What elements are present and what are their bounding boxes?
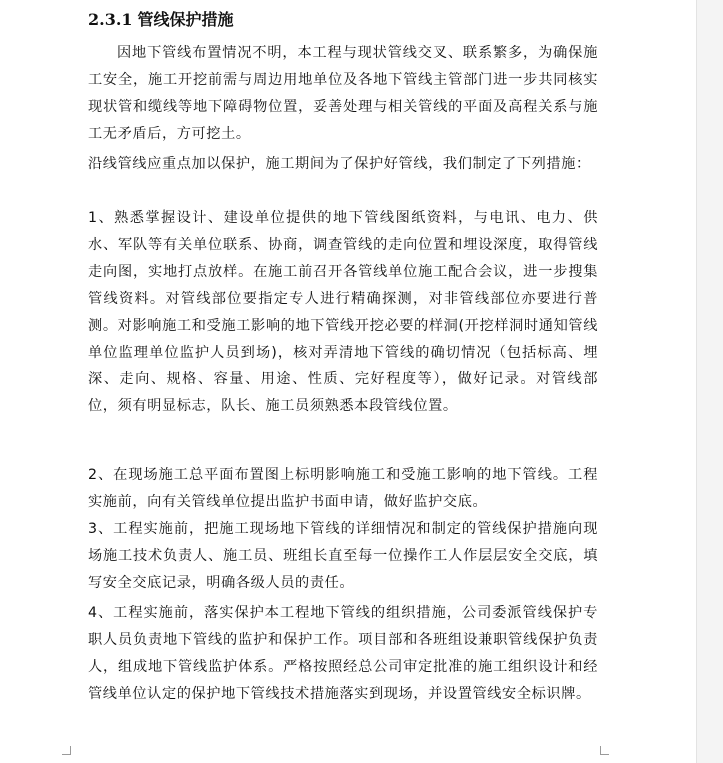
section-title: 管线保护措施 [137,10,234,29]
page-corner-mark-left [62,746,71,755]
page-gutter [696,0,723,763]
paragraph-measure-2: 2、在现场施工总平面布置图上标明影响施工和受施工影响的地下管线。工程实施前，向有关管线单位提出监护书面申请，做好监护交底。 [88,467,598,510]
paragraph-measure-3: 3、工程实施前，把施工现场地下管线的详细情况和制定的管线保护措施向现场施工技术负责人、施工员、班组长直至每一位操作工人作层层安全交底，填写安全交底记录，明确各级人员的责任。 [88,521,598,591]
section-number: 2.3.1 [88,10,133,29]
section-heading [88,8,234,32]
page-corner-mark-right [600,746,609,755]
paragraph-measure-4: 4、工程实施前，落实保护本工程地下管线的组织措施，公司委派管线保护专职人员负责地下管线的监护和保护工作。项目部和各班组设兼职管线保护负责人，组成地下管线监护体系。严格按照经总公司审定批准的施工组织设计和经管线单位认定的保护地下管线技术措施落实到现场，并设置管线安全标识牌。 [88,605,598,702]
paragraph-intro: 因地下管线布置情况不明，本工程与现状管线交叉、联系繁多，为确保施工安全，施工开挖前需与周边用地单位及各地下管线主管部门进一步共同核实现状管和缆线等地下障碍物位置，妥善处理与相关管线的平面及高程关系与施工无矛盾后，方可挖土。 [88,45,598,142]
paragraph-measures-lead: 沿线管线应重点加以保护，施工期间为了保护好管线，我们制定了下列措施： [88,156,591,172]
paragraph-measure-1: 1、熟悉掌握设计、建设单位提供的地下管线图纸资料，与电讯、电力、供水、军队等有关单位联系、协商，调查管线的走向位置和埋设深度，取得管线走向图，实地打点放样。在施工前召开各管线单位施工配合会议，进一步搜集管线资料。对管线部位要指定专人进行精确探测，对非管线部位亦要进行普测。对影响施工和受施工影响的地下管线开挖必要的样洞(开挖样洞时通知管线单位监理单位监护人员到场)，核对弄清地下管线的确切情况（包括标高、埋深、走向、规格、容量、用途、性质、完好程度等），做好记录。对管线部位，须有明显标志，队长、施工员须熟悉本段管线位置。 [88,210,598,415]
